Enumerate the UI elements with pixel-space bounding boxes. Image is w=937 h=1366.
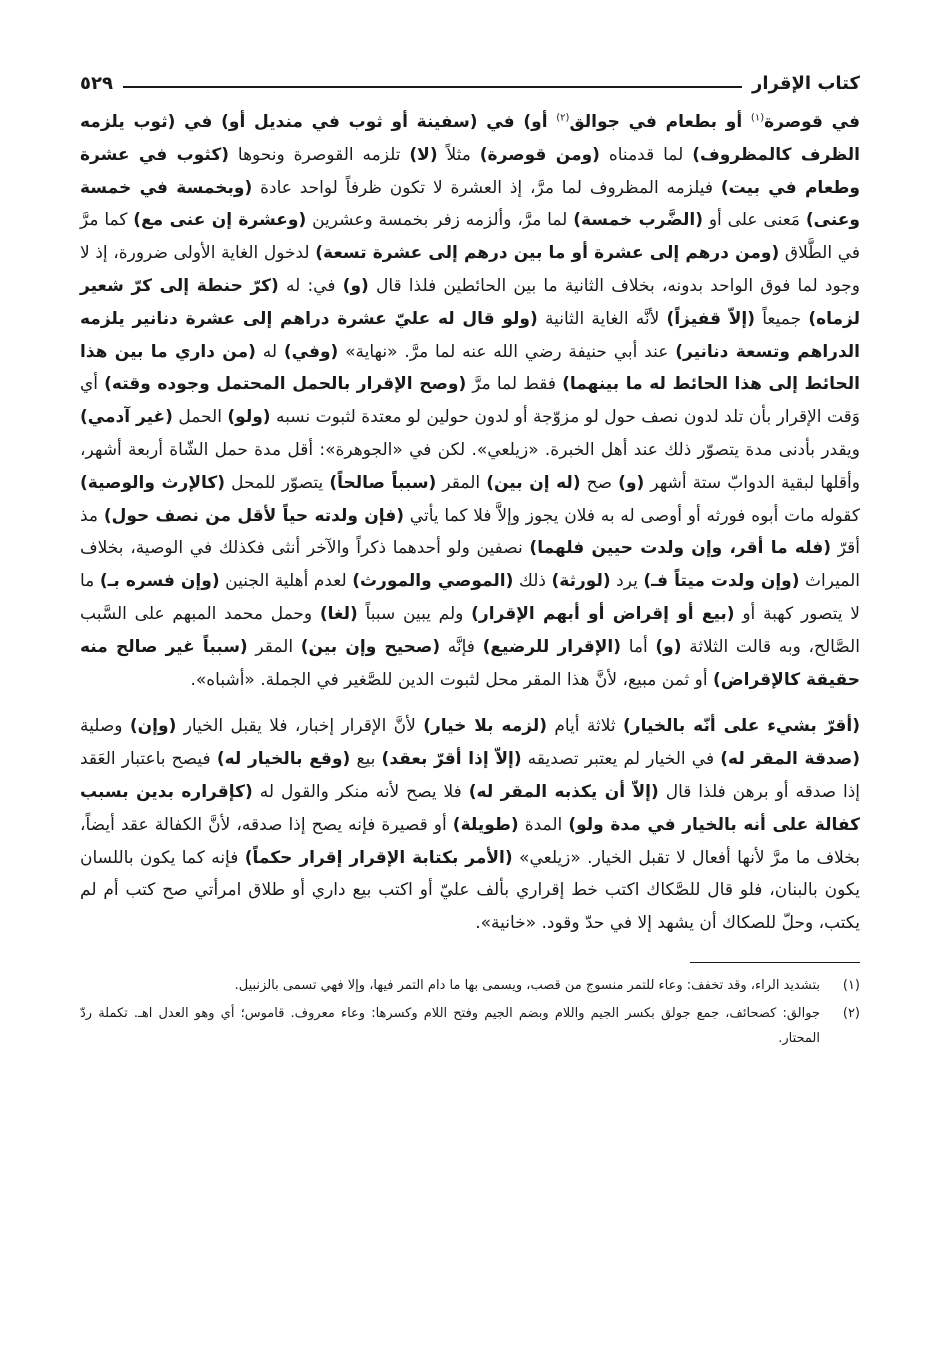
commentary-text: أو ثمن مبيع، لأنَّ هذا المقر محل لثبوت الدين للصَّغير في الجملة. «أشباه». [190,669,713,690]
footnote-divider [690,962,860,963]
footnote-1 [80,973,860,998]
commentary-text: مَعنى على أو [703,210,806,231]
commentary-text: صح [580,472,619,493]
bold-phrase: (سبباً غير صالح منه حقيقة كالإقراض) [80,636,860,690]
bold-phrase: (إلاّ إذا أقرّ بعقد) [381,749,522,770]
commentary-text: لما قدمناه [599,144,693,165]
bold-phrase: أو) في (سفينة أو ثوب في منديل أو) في (ثوب يلزمه الظرف كالمظروف) [80,112,860,165]
bold-phrase: (وإن) [129,716,177,737]
bold-phrase: (بيع أو إقراض أو أبهم الإقرار) [471,603,735,624]
bold-phrase: (وقع بالخيار له) [216,749,351,770]
commentary-text: يتصوّر للمحل [225,472,330,493]
bold-phrase: (لورثة) [551,571,611,592]
commentary-text: عند أبي حنيفة رضي الله عنه لما مرَّ. «نهاية» [338,341,676,362]
commentary-text: في: له [278,275,343,296]
footnote-text: بتشديد الراء، وقد تخفف: وعاء للتمر منسوج من قصب، ويسمى بها ما دام التمر فيها، وإلا فهي تسمى بالزنبيل. [234,977,820,993]
commentary-text: لدخول الغاية الأولى ضرورة، إذ لا وجود لما فوق الواحد بدونه، بخلاف الثانية ما بين الحائطين فلذا قال [80,243,860,296]
bold-phrase: (وفي) [283,341,339,362]
commentary-text: في الخيار لم يعتبر تصديقه [521,749,721,770]
footnote-ref-2[interactable]: (٢) [556,112,570,124]
commentary-text: الحمل [172,407,228,428]
bold-phrase: (فإن ولدته حياً لأقل من نصف حول) [103,505,405,526]
commentary-text: أي وَقت الإقرار بأن تلد لدون نصف حول لو مزوّجة أو لدون حولين لو معتدة لثبوت نسبه [80,374,860,428]
bold-phrase: (وبخمسة في خمسة وعنى) [80,177,860,231]
commentary-text: مذ أقرّ [80,505,860,559]
bold-phrase: (غير آدمي) [80,407,173,428]
commentary-text: جميعاً [755,308,809,329]
commentary-text: تلزمه القوصرة ونحوها [229,144,410,165]
bold-phrase: (كالإرث والوصية) [80,472,226,493]
commentary-text: بيع [350,749,382,770]
footnote-2 [80,1001,860,1051]
bold-phrase: (إلاّ قفيزاً) [666,308,756,329]
bold-phrase: (كرّ حنطة إلى كرّ شعير لزماه) [80,275,861,329]
bold-phrase: (لغا) [319,603,358,624]
footnote-text: جوالق: كصحائف، جمع جولق بكسر الجيم واللام وبضم الجيم وفتح اللام وكسرها: وعاء معروف. قاموس؛ أي وهو العدل اهـ. تكملة ردّ المحتار. [80,1005,820,1046]
commentary-text: له [255,341,284,362]
bold-phrase: (وصح الإقرار بالحمل المحتمل وجوده وقته) [104,374,467,395]
bold-phrase: (لا) [409,144,438,165]
commentary-text: أو قصيرة فإنه يصح إذا صدقه، لأنَّ الكفالة عقد أيضاً، بخلاف ما مرَّ لأنها أفعال لا تقبل الخيار. «زيلعي» [80,814,860,868]
bold-phrase: (من داري ما بين هذا الحائط إلى هذا الحائط له ما بينهما) [80,341,860,395]
bold-phrase: (الضَّرب خمسة) [573,210,703,231]
commentary-text: وصلية [80,716,130,737]
commentary-text: وحمل محمد المبهم على السَّبب الصَّالح، وبه قالت الثلاثة [80,603,860,657]
commentary-text: كقوله مات أبوه فورثه أو أوصى له به فلان يجوز وإلاَّ فلا كما يأتي [404,505,860,526]
footnote-number: (٢) [842,1005,860,1021]
commentary-text: لما مرَّ، وألزمه زفر بخمسة وعشرين [306,210,574,231]
commentary-text: يرد [610,571,644,592]
bold-phrase: (سبباً صالحاً) [329,472,437,493]
commentary-text: فإنه كما يكون باللسان يكون بالبنان، فلو قال للصَّكاك اكتب خط إقراري بألف عليّ أو اكتب بيع داري أو طلاق امرأتي صح كتب أم لم يكتب، وحلّ للصكاك أن يشهد إلا في حدّ وقود. «خانية». [80,847,860,934]
bold-phrase: (وعشرة إن عنى مع) [133,210,307,231]
main-text [80,106,860,940]
commentary-text: أما [621,636,656,657]
commentary-text: ذلك [513,571,552,592]
commentary-text: ثلاثة أيام [547,716,624,737]
bold-phrase: (لزمه بلا خيار) [423,716,547,737]
commentary-text: لعدم أهلية الجنين [219,571,353,592]
bold-phrase: (كإقراره بدين بسبب كفالة على أنه بالخيار في مدة ولو) [80,781,861,835]
commentary-text: لأنَّ الإقرار إخبار، فلا يقبل الخيار [176,716,424,737]
bold-phrase: في قوصرة [764,112,860,132]
paragraph-2 [80,710,860,940]
commentary-text: نصفين ولو أحدهما ذكراً والآخر أنثى فكذلك في الوصية، بخلاف الميراث [80,538,861,592]
bold-phrase: (صحيح وإن بين) [300,636,441,657]
bold-phrase: (الموصي والمورث) [352,571,514,592]
bold-phrase: (وإن فسره بـ) [99,571,220,592]
footnote-ref-1[interactable]: (١) [750,112,765,124]
commentary-text: لأنَّه الغاية الثانية [537,308,667,329]
commentary-text: ما لا يتصور كهبة أو [80,571,861,624]
bold-phrase: (له إن بين) [486,472,581,493]
commentary-text: المقر [436,472,487,493]
bold-phrase: (و) [618,472,645,493]
commentary-text: فيلزمه المظروف لما مرَّ، إذ العشرة لا تكون ظرفاً لواحد عادة [252,177,721,198]
bold-phrase: (الأمر بكتابة الإقرار إقرار حكماً) [244,847,513,868]
chapter-title: كتاب الإقرار [751,73,860,94]
book-page [80,64,860,1054]
bold-phrase: (كثوب في عشرة وطعام في بيت) [80,144,860,198]
commentary-text: المقر [247,636,301,657]
commentary-text: مثلاً [437,144,480,165]
page-header [80,64,860,94]
bold-phrase: (صدقة المقر له) [720,749,860,770]
paragraph-1 [80,106,860,696]
bold-phrase: (ومن درهم إلى عشرة أو ما بين درهم إلى عشرة تسعة) [315,243,780,264]
commentary-text: المدة [518,814,569,835]
commentary-text: فقط لما مرَّ [466,374,563,395]
bold-phrase: (وإن ولدت ميتاً فـ) [643,571,800,592]
footnotes [80,973,860,1051]
footnote-number: (١) [842,977,860,993]
bold-phrase: (ومن قوصرة) [479,144,600,165]
commentary-text: فيصح باعتبار العَقد إذا صدقه أو برهن فلذا قال [80,749,861,802]
commentary-text: فإنَّه [440,636,483,657]
header-rule [123,86,742,88]
page-number: ٥٢٩ [80,73,113,94]
bold-phrase: (إلاّ أن يكذبه المقر له) [468,781,659,802]
bold-phrase: أو بطعام في جوالق [569,112,751,132]
bold-phrase: (الإقرار للرضيع) [482,636,622,657]
bold-phrase: (أقرّ بشيء على أنّه بالخيار) [623,716,860,737]
bold-phrase: (ولو قال له عليّ عشرة دراهم إلى عشرة دنانير يلزمه الدراهم وتسعة دنانير) [80,308,861,362]
bold-phrase: (و) [342,275,369,296]
commentary-text: ويقدر بأدنى مدة يتصوّر ذلك عند أهل الخبرة. «زيلعي». لكن في «الجوهرة»: أقل مدة حمل الشّاة أربعة أشهر، وأقلها لبقية الدوابّ ستة أشهر [80,439,860,493]
commentary-text: فلا يصح لأنه منكر والقول له [252,781,469,802]
bold-phrase: (فله ما أقر، وإن ولدت حيين فلهما) [529,538,832,559]
bold-phrase: (ولو) [227,407,271,428]
bold-phrase: (طويلة) [452,814,519,835]
commentary-text: ولم يبين سبباً [357,603,472,624]
commentary-text: كما مرَّ في الطَّلاق [80,210,860,264]
bold-phrase: (و) [655,636,682,657]
